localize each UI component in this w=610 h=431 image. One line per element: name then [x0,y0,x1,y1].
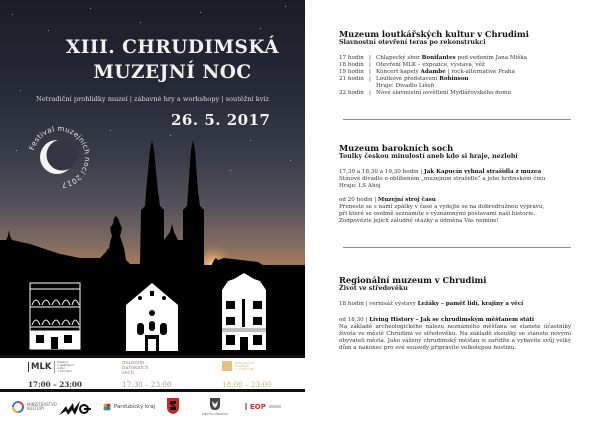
event-headline: 17,30 a 18,30 a 19,30 hodin | Jak Kapucín vyhnal strašidla z muzea [339,169,542,175]
regional-museum-building-icon [222,273,266,350]
museum-buildings-illustration [0,265,305,355]
schedule-row-continuation: Hraje: Divadlo Líšeň [376,83,435,89]
sponsor-mesto-chrudim: MĚSTO CHRUDIM [202,397,228,416]
rmc-square-icon [222,361,232,371]
poster-subtitle: Netradiční prohlídky muzeí | zábavné hry a workshopy | soutěžní kvíz [36,95,269,103]
section-title: Muzeum loutkářských kultur v Chrudimi [339,29,529,39]
schedule-row: 19 hodin | Koncert kapely Adambe | rock-alternative Praha [339,69,515,75]
mlk-logo: MLK Muzeum loutkářských kultur v Chrudimi [28,361,74,373]
event-date: 26. 5. 2017 [171,111,271,129]
svg-text:Festival muzejních nocí 2017: Festival muzejních nocí 2017 [27,124,92,190]
sponsor-eop: EOP [245,403,281,410]
museum-rmc-hours [222,361,272,391]
event-headline: 18 hodin | vernisáž výstavy Ležáky – paměť lidí, krajiny a věcí [339,301,524,307]
section-subtitle: Toulky českou minulostí aneb kdo si hraje, nezlobí [339,153,518,160]
sponsor-pardubicky-kraj: Pardubický kraj [103,403,155,411]
mbs-hours: 17:30 – 23:00 [122,380,172,389]
event-headline: od 18,30 | Living History – Jak se chrudimským měšťanem státi [339,317,535,323]
pardubice-region-icon [103,403,111,411]
museum-hours-strip [0,358,305,392]
museum-mlk-hours [28,361,82,391]
section-subtitle: Život ve středověku [339,285,408,292]
rmc-logo: REGIONÁLNÍ MUZEUM V CHRUDIMI [222,361,255,371]
section-title: Regionální muzeum v Chrudimi [339,275,487,285]
schedule-row: 18 hodin | Otevření MLK – expozice, výstava, věž [339,62,485,68]
poster-title-line1: XIII. CHRUDIMSKÁ [65,37,280,58]
ministry-culture-icon [12,401,24,413]
mlk-hours: 17:00 – 23:00 [28,380,82,389]
eagle-crest-icon [208,397,222,411]
poster-title-line2: MUZEJNÍ NOC [93,62,252,83]
mg-logo-icon [58,398,92,416]
schedule-row: 21 hodin | Loutkové představení Robinson [339,76,469,82]
schedule-list [339,55,601,97]
event-description: při které se osobně seznámíte s významnými postavami naší historie. [339,211,536,217]
chrudim-crest-icon [166,397,180,415]
sponsor-mg [58,398,92,416]
museum-mbs-hours [122,360,172,391]
section-subtitle: Slavnostní otevření teras po rekonstrukci [339,39,486,46]
event-description: Přeneste se s námi zpátky v čase a vydejte se na dobrodružnou výpravu, [339,204,545,210]
event-description: Zodpovězte jejich záludné otázky a odměna Vás nemine! [339,218,499,224]
section-divider [343,119,571,120]
section-barokni-sochy [339,143,601,225]
section-mlk [339,29,601,97]
event-description: Hraje: LS Ahoj [339,183,381,189]
eop-bar-icon [245,403,247,410]
event-description: Na základě archeologického nálezu neznámého měšťana se stanete účastníky života ve městě Chrudimi ve středověku. Na základě zkoušky se stanete novými obyvateli města. Jako vážený chrudimský měšťan si zařídíte a vybavíte svůj velký dům a nakonec pro své sousedy připravíte velkolepou hostinu. [339,324,571,351]
rmc-hours: 18:00 – 23:00 [222,380,272,389]
section-regionalni-muzeum [339,275,601,352]
schedule-row: 22 hodin | Nové slavnostní osvětlení Mydlářovského domu [339,90,512,96]
event-program [305,0,610,431]
event-headline: od 20 hodin | Muzejní stroj času [339,197,436,203]
sponsor-ministerstvo-kultury: MINISTERSTVO KULTURY [12,401,57,413]
event-description: Stínové divadlo o oblíbeném „muzejním strašidle“ a jeho hrdinském činu [339,176,546,182]
sponsor-chrudim-crest [166,397,180,415]
schedule-row: 17 hodin | Chlapecký sbor Bonifantes pod vedením Jana Miška [339,55,528,61]
sponsor-logos [0,395,305,431]
section-divider [343,247,571,248]
mbs-logo: muzeum barokních soch [122,360,149,376]
section-title: Muzeum barokních soch [339,143,454,153]
